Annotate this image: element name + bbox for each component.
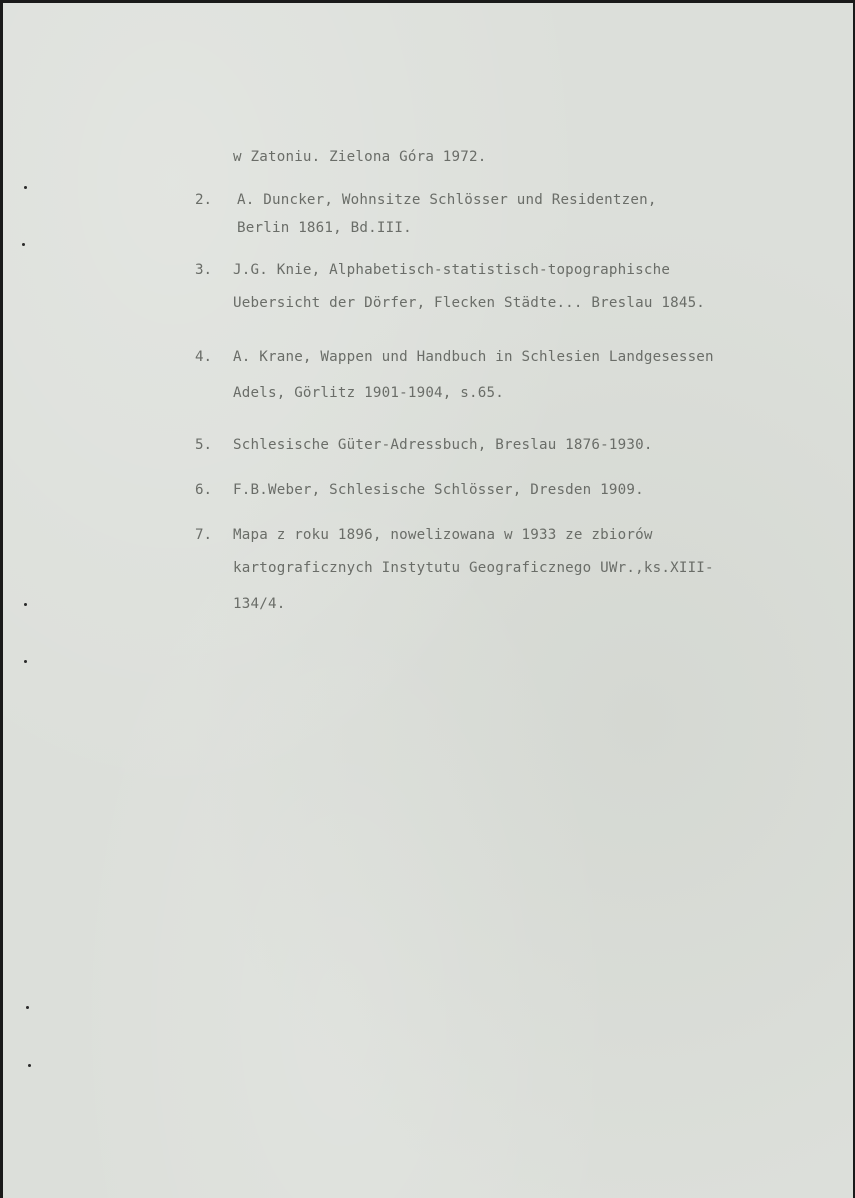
margin-speck — [28, 1064, 31, 1067]
margin-speck — [24, 660, 27, 663]
margin-speck — [22, 243, 25, 246]
reference-line: F.B.Weber, Schlesische Schlösser, Dresden 1909. — [233, 482, 644, 498]
reference-line: A. Krane, Wappen und Handbuch in Schlesien Landgesessen — [233, 349, 714, 365]
reference-number: 7. — [195, 527, 213, 543]
reference-line: Schlesische Güter-Adressbuch, Breslau 1876-1930. — [233, 437, 653, 453]
reference-line: Adels, Görlitz 1901-1904, s.65. — [233, 385, 504, 401]
reference-line: Uebersicht der Dörfer, Flecken Städte... Breslau 1845. — [233, 295, 706, 311]
reference-line: A. Duncker, Wohnsitze Schlösser und Residentzen, — [237, 192, 657, 208]
document-page — [3, 3, 853, 1198]
continuation-line: w Zatoniu. Zielona Góra 1972. — [233, 149, 487, 165]
reference-number: 6. — [195, 482, 213, 498]
reference-line: 134/4. — [233, 596, 286, 612]
margin-speck — [24, 186, 27, 189]
reference-line: Mapa z roku 1896, nowelizowana w 1933 ze zbiorów — [233, 527, 653, 543]
reference-number: 5. — [195, 437, 213, 453]
margin-speck — [26, 1006, 29, 1009]
reference-number: 4. — [195, 349, 213, 365]
margin-speck — [24, 603, 27, 606]
reference-number: 3. — [195, 262, 213, 278]
reference-line: kartograficznych Instytutu Geograficznego UWr.,ks.XIII- — [233, 560, 714, 576]
reference-line: J.G. Knie, Alphabetisch-statistisch-topographische — [233, 262, 671, 278]
reference-number: 2. — [195, 192, 213, 208]
reference-line: Berlin 1861, Bd.III. — [237, 220, 412, 236]
